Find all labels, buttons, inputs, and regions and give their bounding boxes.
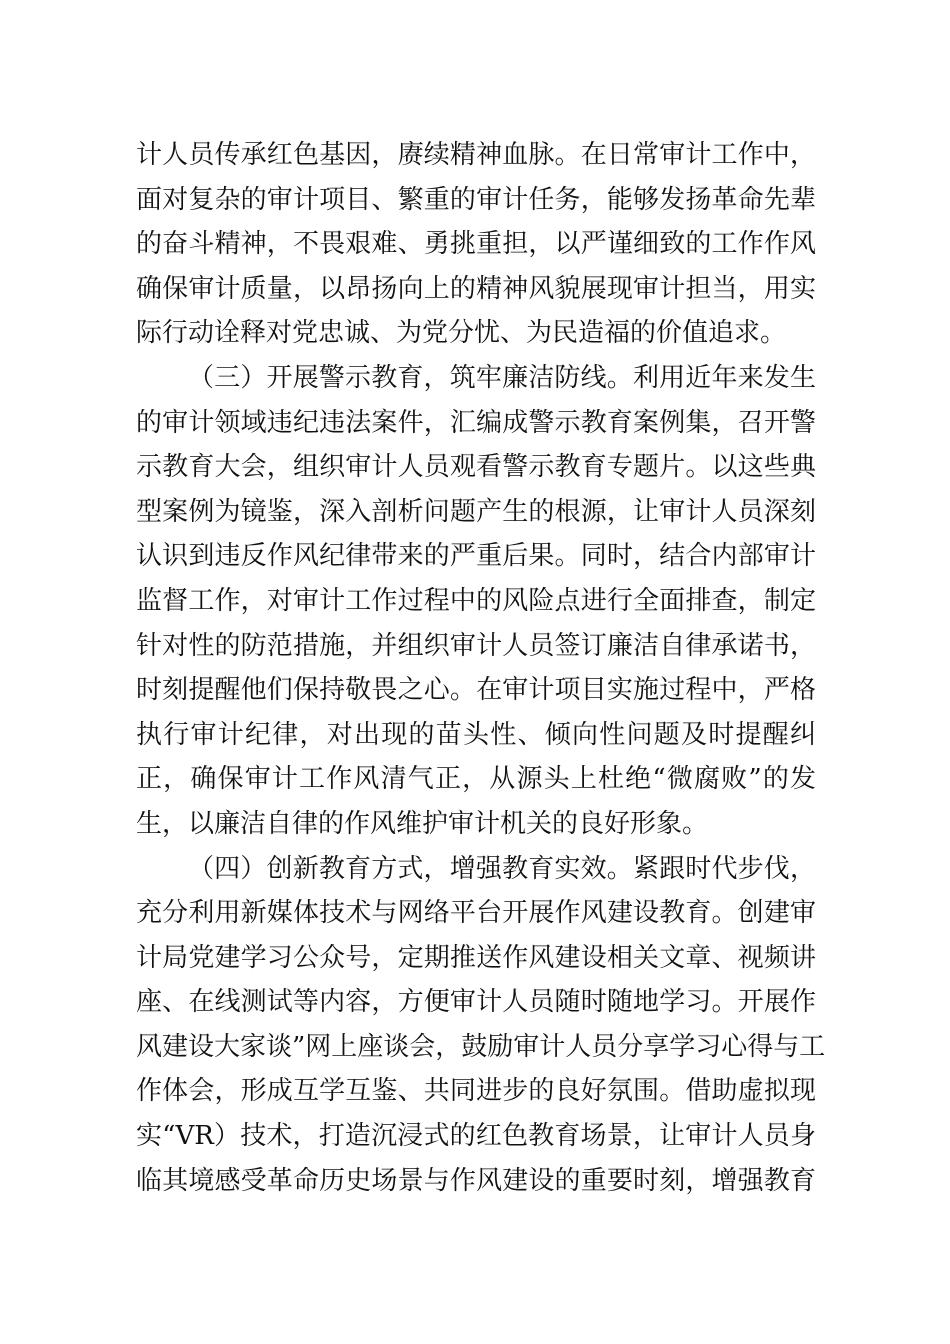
text-line: 时刻提醒他们保持敬畏之心。在审计项目实施过程中，严格 [136,675,816,706]
text-line: 正，确保审计工作风清气正，从源头上杜绝“微腐败”的发 [136,764,816,795]
text-line: 确保审计质量，以昂扬向上的精神风貌展现审计担当，用实 [136,273,816,304]
text-line: 计人员传承红色基因，赓续精神血脉。在日常审计工作中， [136,140,816,170]
text-line: 针对性的防范措施，并组织审计人员签订廉洁自律承诺书， [136,630,816,661]
text-line: 面对复杂的审计项目、繁重的审计任务，能够发扬革命先辈 [136,184,816,215]
text-line: 生，以廉洁自律的作风维护审计机关的良好形象。 [136,808,709,839]
text-line: 作体会，形成互学互鉴、共同进步的良好氛围。借助虚拟现 [136,1076,816,1107]
text-line: 示教育大会，组织审计人员观看警示教育专题片。以这些典 [136,452,816,483]
document-body [136,133,826,1203]
text-line: 的审计领域违纪违法案件，汇编成警示教育案例集，召开警 [136,407,816,438]
text-line: 执行审计纪律，对出现的苗头性、倾向性问题及时提醒纠 [136,719,816,750]
text-line: 实“VR）技术，打造沉浸式的红色教育场景，让审计人员身 [136,1121,816,1152]
paragraph-red-gene [136,133,816,356]
text-line: 计局党建学习公众号，定期推送作风建设相关文章、视频讲 [136,942,816,973]
text-line: 监督工作，对审计工作过程中的风险点进行全面排查，制定 [136,585,816,616]
text-line: （三）开展警示教育，筑牢廉洁防线。利用近年来发生 [188,362,816,393]
text-line: 认识到违反作风纪律带来的严重后果。同时，结合内部审计 [136,541,816,572]
paragraph-innovative-education [136,847,826,1204]
text-line: 座、在线测试等内容，方便审计人员随时随地学习。开展作 [136,987,816,1018]
text-line: （四）创新教育方式，增强教育实效。紧跟时代步伐， [188,853,816,884]
text-line: 临其境感受革命历史场景与作风建设的重要时刻，增强教育 [136,1165,816,1196]
text-line: 型案例为镜鉴，深入剖析问题产生的根源，让审计人员深刻 [136,496,816,527]
text-line: 的奋斗精神，不畏艰难、勇挑重担，以严谨细致的工作作风 [136,229,816,260]
paragraph-warning-education [136,356,816,847]
text-line: 际行动诠释对党忠诚、为党分忧、为民造福的价值追求。 [136,318,787,349]
text-line: 充分利用新媒体技术与网络平台开展作风建设教育。创建审 [136,898,816,929]
text-line: 风建设大家谈”网上座谈会，鼓励审计人员分享学习心得与工 [136,1031,826,1062]
